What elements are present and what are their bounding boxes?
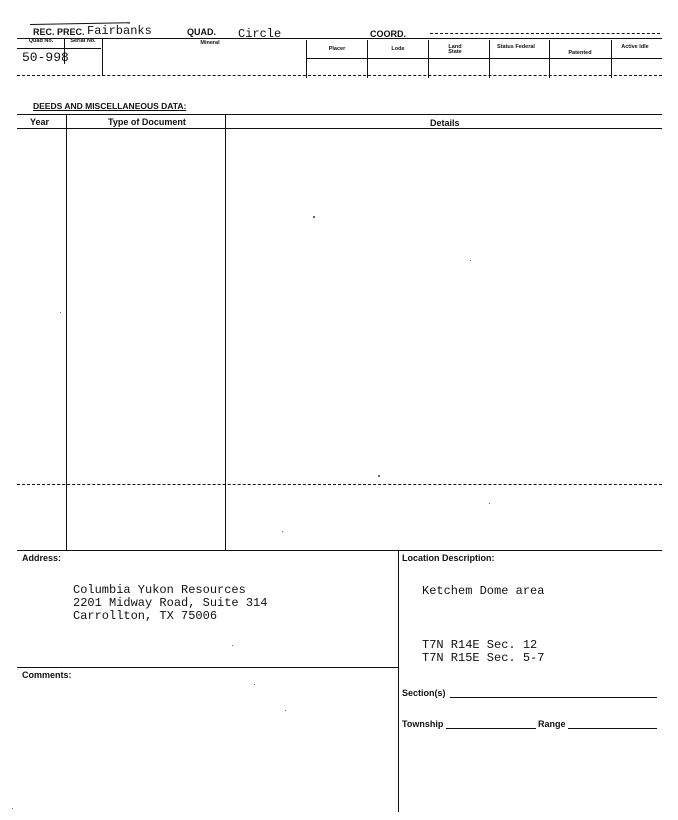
scan-speck <box>232 645 233 646</box>
placer-label: Placer <box>328 46 346 52</box>
comments-label: Comments: <box>22 670 72 680</box>
quad-serial-value: 50-998 <box>22 50 69 65</box>
address-location-divider <box>398 550 399 812</box>
scan-speck <box>470 260 471 261</box>
address-line2: 2201 Midway Road, Suite 314 <box>73 596 268 610</box>
col-type: Type of Document <box>108 117 186 127</box>
scan-speck <box>285 710 286 711</box>
deeds-section-title: DEEDS AND MISCELLANEOUS DATA: <box>33 101 187 111</box>
location-township-block <box>422 639 544 665</box>
range-label: Range <box>538 719 566 729</box>
mineral-label: Mineral <box>200 40 220 46</box>
rec-prec-value: Fairbanks <box>87 24 152 38</box>
township-label: Township <box>402 719 444 729</box>
township-fill-line <box>446 728 536 729</box>
location-label: Location Description: <box>402 553 495 563</box>
col-divider <box>489 40 490 78</box>
header-bottom-dashed <box>17 75 662 76</box>
address-block <box>73 584 267 623</box>
deeds-top-rule <box>17 114 662 115</box>
location-area: Ketchem Dome area <box>422 584 545 598</box>
serial-no-label: Serial No. <box>70 38 96 44</box>
quad-value: Circle <box>238 27 282 41</box>
status-under-rule <box>306 58 662 59</box>
col-divider <box>549 40 550 78</box>
scan-speck <box>313 216 315 218</box>
address-label: Address: <box>22 553 62 563</box>
deeds-bottom-rule <box>17 550 662 551</box>
col-divider <box>611 40 612 78</box>
col-divider <box>306 40 307 78</box>
header-rule-dashed <box>430 33 660 34</box>
location-twp1: T7N R14E Sec. 12 <box>422 638 538 652</box>
quad-label: QUAD. <box>187 27 216 37</box>
status-federal-label: Status Federal <box>497 44 535 50</box>
quad-no-label: Quad No. <box>28 38 54 44</box>
lode-label: Lode <box>391 46 405 52</box>
range-fill-line <box>568 728 657 729</box>
sections-fill-line <box>450 697 657 698</box>
col-year: Year <box>30 117 50 127</box>
patented-label: Patented <box>568 50 592 56</box>
land-state-label: Land State <box>448 44 462 55</box>
coord-label: COORD. <box>370 29 406 39</box>
address-line1: Columbia Yukon Resources <box>73 583 246 597</box>
scan-speck <box>282 531 283 532</box>
col-divider <box>428 40 429 78</box>
header-rule <box>17 38 662 39</box>
comments-top-rule <box>17 667 398 668</box>
scan-speck <box>60 312 61 313</box>
scan-speck <box>378 475 380 477</box>
deeds-mid-dashed <box>17 484 662 485</box>
rec-prec-label: REC. PREC. <box>33 27 85 37</box>
location-twp2: T7N R15E Sec. 5-7 <box>422 651 545 665</box>
active-idle-label: Active Idle <box>621 44 649 50</box>
scan-speck <box>489 503 490 504</box>
scan-speck <box>12 808 13 809</box>
col-details: Details <box>430 118 460 128</box>
col-divider <box>367 40 368 78</box>
address-line3: Carrollton, TX 75006 <box>73 609 218 623</box>
quad-under-rule <box>17 48 101 49</box>
sections-label: Section(s) <box>402 688 446 698</box>
deeds-header-rule <box>17 128 662 129</box>
col-divider <box>102 38 103 76</box>
scan-speck <box>254 684 255 685</box>
